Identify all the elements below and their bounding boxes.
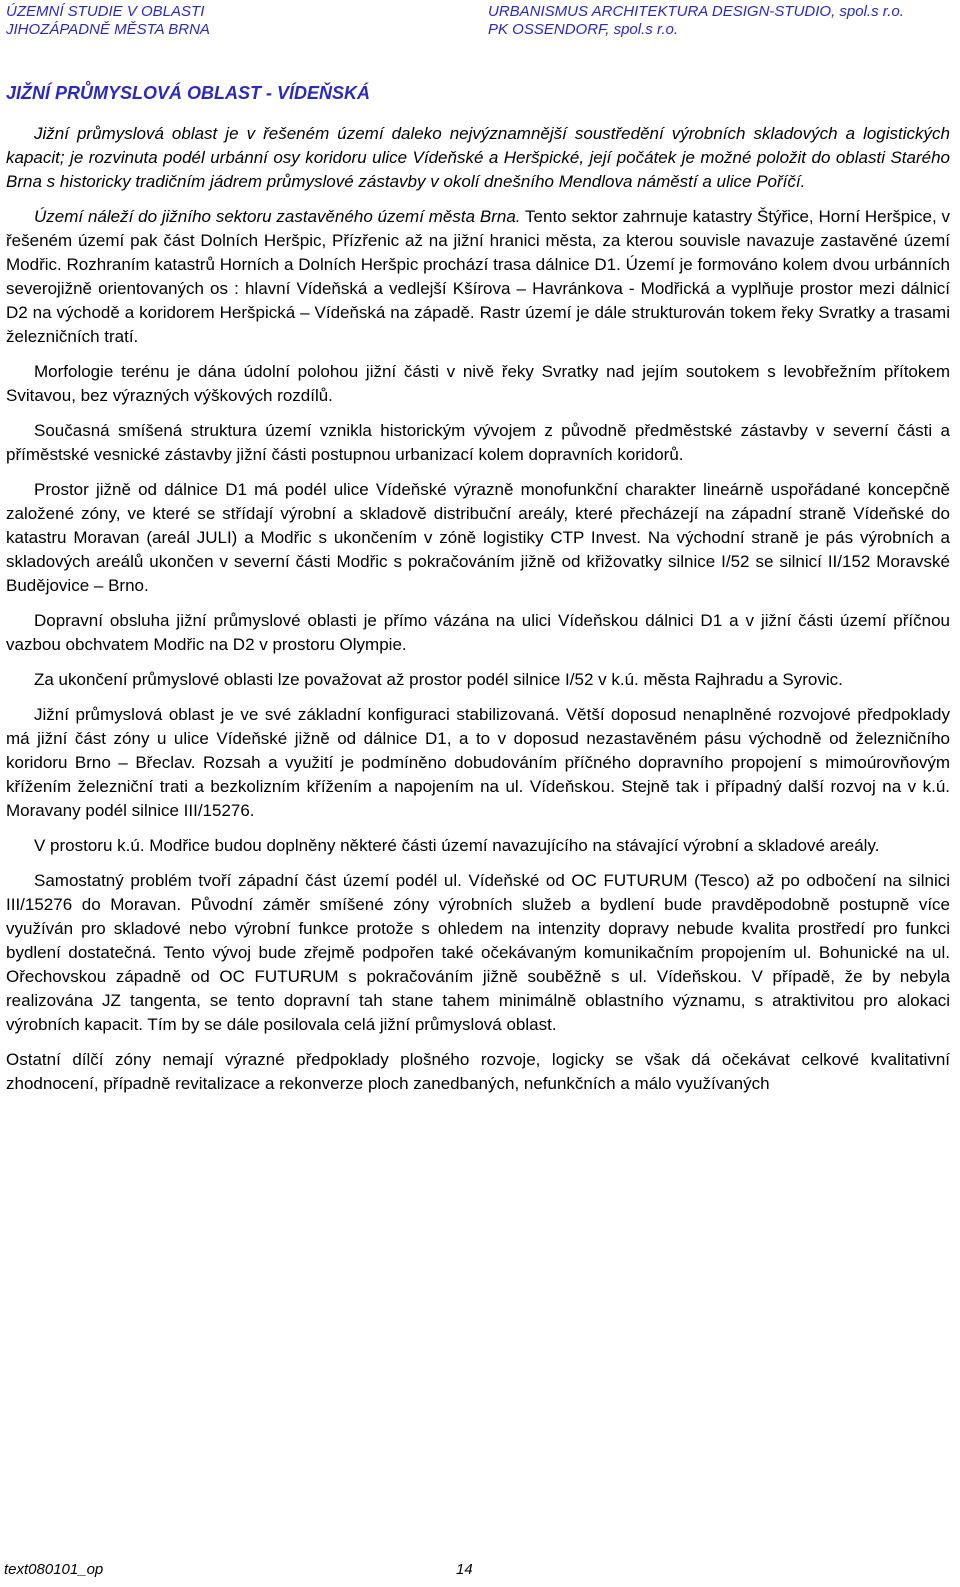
paragraph-stability — [6, 703, 950, 823]
header-study-title-line2: JIHOZÁPADNĚ MĚSTA BRNA — [6, 21, 210, 38]
header-right — [488, 3, 904, 39]
paragraph-text: V prostoru k.ú. Modřice budou doplněny některé části území navazujícího na stávající výrobní a skladové areály. — [34, 836, 880, 855]
paragraph-end — [6, 668, 950, 692]
paragraph-text: Dopravní obsluha jižní průmyslové oblasti je přímo vázána na ulici Vídeňskou dálnici D1 a v jižní části území příčnou vazbou obchvatem Modřic na D2 v prostoru Olympie. — [6, 611, 950, 654]
paragraph-transport — [6, 609, 950, 657]
paragraph-text: Samostatný problém tvoří západní část území podél ul. Vídeňské od OC FUTURUM (Tesco) až po odbočení na silnici III/15276 do Moravan. Původní záměr smíšené zóny výrobních služeb a bydlení bude pravděpodobně postupně více využíván pro skladové nebo výrobní funkce protože s ohledem na intenzity dopravy nebude kvalita prostředí pro funkci bydlení dostatečná. Tento vývoj bude zřejmě podpořen také očekávaným komunikačním propojením ul. Bohunické na ul. Ořechovskou západně od OC FUTURUM s pokračováním jižně souběžně s ul. Vídeňskou. V případě, že by nebyla realizována JZ tangenta, se tento dopravní tah stane tahem minimálně oblastního významu, s atraktivitou pro alokaci výrobních kapacit. Tím by se dále posilovala celá jižní průmyslová oblast. — [6, 871, 950, 1034]
paragraph-text: Jižní průmyslová oblast je ve své základní konfiguraci stabilizovaná. Větší doposud nenaplněné rozvojové předpoklady má jižní část zóny u ulice Vídeňské jižně od dálnice D1, a to v doposud nezastavěném pásu východně od železničního koridoru Brno – Břeclav. Rozsah a využití je podmíněno dobudováním příčného dopravního propojení s mimoúrovňovým křížením železniční trati a bezkolizním křížením a napojením na ul. Vídeňskou. Stejně tak i případný další rozvoj na v k.ú. Moravany podél silnice III/15276. — [6, 705, 950, 820]
paragraph-text-italic: Území náleží do jižního sektoru zastavěného území města Brna. — [34, 207, 521, 226]
paragraph-other-zones — [6, 1048, 950, 1096]
page-header — [6, 3, 950, 43]
paragraph-structure — [6, 419, 950, 467]
header-left — [6, 3, 210, 39]
page-footer — [4, 1561, 950, 1583]
paragraph-modrice — [6, 834, 950, 858]
paragraph-problem — [6, 869, 950, 1037]
header-study-title-line1: ÚZEMNÍ STUDIE V OBLASTI — [6, 3, 205, 20]
paragraph-text: Jižní průmyslová oblast je v řešeném území daleko nejvýznamnější soustředění výrobních skladových a logistických kapacit; je rozvinuta podél urbánní osy koridoru ulice Vídeňské a Heršpické, její počátek je možné položit do oblasti Starého Brna s historicky tradičním jádrem průmyslové zástavby v okolí dnešního Mendlova náměstí a ulice Poříčí. — [6, 124, 950, 191]
paragraph-text: Tento sektor zahrnuje katastry Štýřice, Horní Heršpice, v řešeném území pak část Dolních Heršpic, Přízřenic až na jižní hranici města, za kterou souvisle navazuje zastavěné území Modřic. Rozhraním katastrů Horních a Dolních Heršpic prochází trasa dálnice D1. Území je formováno kolem dvou urbánních severojižně orientovaných os : hlavní Vídeňská a vedlejší Kšírova – Havránkova - Modřická a vyplňuje prostor mezi dálnicí D2 na východě a koridorem Heršpická – Vídeňská na západě. Rastr území je dále strukturován tokem řeky Svratky a trasami železničních tratí. — [6, 207, 950, 346]
paragraph-text: Prostor jižně od dálnice D1 má podél ulice Vídeňské výrazně monofunkční charakter lineárně uspořádané koncepčně založené zóny, ve které se střídají výrobní a skladově distribuční areály, které přecházejí na západní straně Vídeňské do katastru Moravan (areál JULI) a Modřic s ukončením v zóně logistiky CTP Invest. Na východní straně je pás výrobních a skladových areálů ukončen v severní části Modřic s pokračováním jižně od křižovatky silnice I/52 se silnicí II/152 Moravské Budějovice – Brno. — [6, 480, 950, 595]
paragraph-text: Morfologie terénu je dána údolní polohou jižní části v nivě řeky Svratky nad jejím soutokem s levobřežním přítokem Svitavou, bez výrazných výškových rozdílů. — [6, 362, 950, 405]
paragraph-text: Současná smíšená struktura území vznikla historickým vývojem z původně předměstské zástavby v severní části a příměstské vesnické zástavby jižní části postupnou urbanizací kolem dopravních koridorů. — [6, 421, 950, 464]
paragraph-d1-south — [6, 478, 950, 598]
header-company-line1: URBANISMUS ARCHITEKTURA DESIGN-STUDIO, spol.s r.o. — [488, 3, 904, 20]
paragraph-intro — [6, 122, 950, 194]
paragraph-sector — [6, 205, 950, 349]
paragraph-text: Ostatní dílčí zóny nemají výrazné předpoklady plošného rozvoje, logicky se však dá očekávat celkové kvalitativní zhodnocení, případně revitalizace a rekonverze ploch zanedbaných, nefunkčních a málo využívaných — [6, 1050, 950, 1093]
footer-page-number: 14 — [456, 1561, 473, 1578]
header-company-line2: PK OSSENDORF, spol.s r.o. — [488, 21, 679, 38]
document-body — [6, 122, 950, 1107]
paragraph-text: Za ukončení průmyslové oblasti lze považovat až prostor podél silnice I/52 v k.ú. města Rajhradu a Syrovic. — [34, 670, 843, 689]
footer-doc-id: text080101_op — [4, 1561, 104, 1578]
paragraph-morphology — [6, 360, 950, 408]
section-title: JIŽNÍ PRŮMYSLOVÁ OBLAST - VÍDEŇSKÁ — [6, 83, 371, 103]
